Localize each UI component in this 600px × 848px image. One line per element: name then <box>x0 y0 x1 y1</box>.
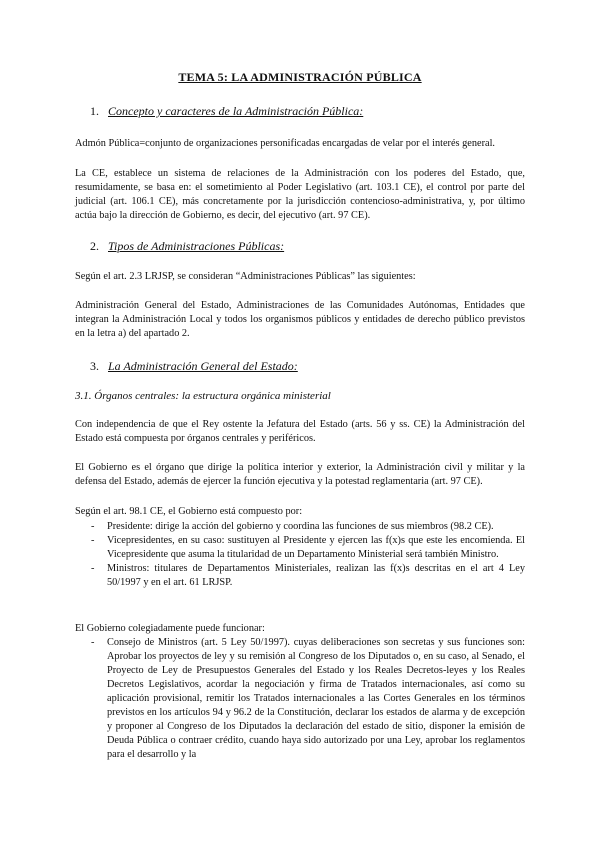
paragraph-gobierno: El Gobierno es el órgano que dirige la política interior y exterior, la Administración civil y militar y la defensa del Estado, además de ejercer la función ejecutiva y la potestad reglamentaria (art. 97 CE). <box>75 462 525 487</box>
paragraph-lrjsp: Según el art. 2.3 LRJSP, se consideran “Administraciones Públicas” las siguientes: <box>75 271 416 282</box>
section-number: 2. <box>90 239 99 253</box>
section-title: Tipos de Administraciones Públicas: <box>108 239 285 253</box>
section-title: Concepto y caracteres de la Administración Pública: <box>108 104 364 118</box>
colegiado-list <box>75 636 525 762</box>
subsection-heading: 3.1. Órganos centrales: la estructura orgánica ministerial <box>75 390 331 402</box>
paragraph-rey: Con independencia de que el Rey ostente la Jefatura del Estado (arts. 56 y ss. CE) la Administración del Estado está compuesta por órganos centrales y periféricos. <box>75 419 525 444</box>
section-heading-2 <box>90 239 284 254</box>
section-number: 3. <box>90 359 99 373</box>
paragraph-colegiado: El Gobierno colegiadamente puede funcionar: <box>75 623 265 634</box>
section-heading-1 <box>90 104 363 119</box>
gobierno-members-list <box>75 520 525 590</box>
paragraph-admin-list: Administración General del Estado, Administraciones de las Comunidades Autónomas, Entidades que integran la Administración Local y todos los organismos públicos y entidades de derecho público previstos en la letra a) del apartado 2. <box>75 300 525 339</box>
paragraph-composicion: Según el art. 98.1 CE, el Gobierno está compuesto por: <box>75 506 303 517</box>
list-item: - Consejo de Ministros (art. 5 Ley 50/1997). cuyas deliberaciones son secretas y sus funciones son: Aprobar los proyectos de ley y su remisión al Congreso de los Diputados o, en su caso, al Senado, el Proyecto de Ley de Presupuestos Generales del Estado y los Reales Decretos-leyes y los Reales Decretos Legislativos, acordar la negociación y firma de Tratados internacionales, así como su aplicación provisional, remitir los Tratados internacionales a las Cortes Generales en los términos previstos en los artículos 94 y 96.2 de la Constitución, declarar los estados de alarma y de excepción y proponer al Congreso de los Diputados la declaración del estado de sitio, disponer la emisión de Deuda Pública o contraer crédito, cuando haya sido autorizado por una Ley, aprobar los reglamentos para el desarrollo y la <box>75 636 525 762</box>
paragraph-ce-relations: La CE, establece un sistema de relaciones de la Administración con los poderes del Estado, que, resumidamente, se basa en: el sometimiento al Poder Legislativo (art. 103.1 CE), el control por parte del judicial (art. 106.1 CE), más concretamente por la jurisdicción contencioso-administrativa, y, por último actúa bajo la dirección de Gobierno, es decir, del ejecutivo (art. 97 CE). <box>75 168 525 221</box>
list-item: - Vicepresidentes, en su caso: sustituyen al Presidente y ejercen las f(x)s que este les encomienda. El Vicepresidente que asuma la titularidad de un Departamento Ministerial será también Ministro. <box>75 534 525 562</box>
section-number: 1. <box>90 104 99 118</box>
section-title: La Administración General del Estado: <box>108 359 298 373</box>
list-item: - Ministros: titulares de Departamentos Ministeriales, realizan las f(x)s descritas en el art 4 Ley 50/1997 y en el art. 61 LRJSP. <box>75 562 525 590</box>
document-title: TEMA 5: LA ADMINISTRACIÓN PÚBLICA <box>178 70 422 84</box>
section-heading-3 <box>90 359 298 374</box>
paragraph-definition: Admón Pública=conjunto de organizaciones personificadas encargadas de velar por el interés general. <box>75 138 496 149</box>
list-item: - Presidente: dirige la acción del gobierno y coordina las funciones de sus miembros (98.2 CE). <box>75 520 525 534</box>
